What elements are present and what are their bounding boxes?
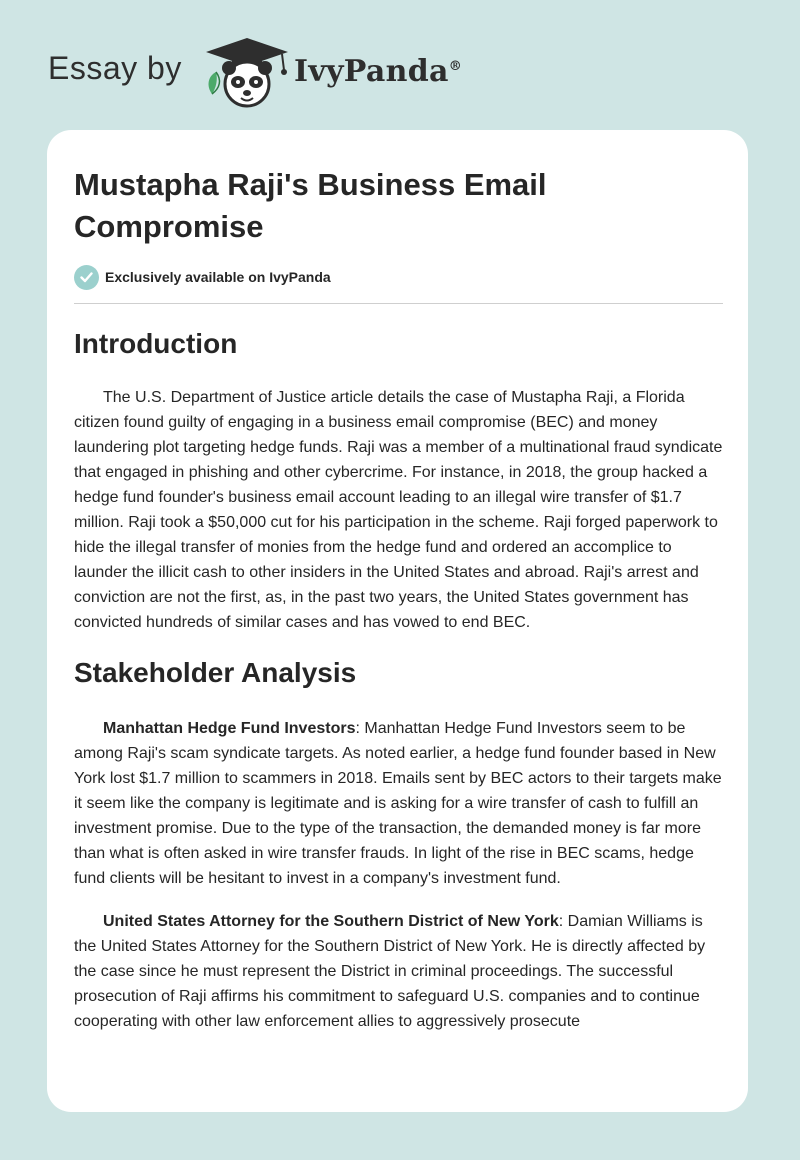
section-heading-introduction: Introduction xyxy=(74,328,238,359)
ivypanda-brand[interactable] xyxy=(294,54,462,89)
panda-logo-icon[interactable] xyxy=(202,36,292,110)
essay-card xyxy=(47,130,748,1112)
paragraph-text: The U.S. Department of Justice article details the case of Mustapha Raji, a Florida citizen found guilty of engaging in a business email compromise (BEC) and money laundering plot targeting hedge funds. Raji was a member of a multinational fraud syndicate that engaged in phishing and other cybercrime. For instance, in 2018, the group hacked a hedge fund founder's business email account leading to an illegal wire transfer of $1.7 million. Raji took a $50,000 cut for his participation in the scheme. Raji forged paperwork to hide the illegal transfer of monies from the hedge fund and ordered an accomplice to launder the illicit cash to other insiders in the United States and abroad. Raji's arrest and conviction are not the first, as, in the past two years, the United States government has convicted hundreds of similar cases and has vowed to end BEC. xyxy=(74,389,723,631)
essay-body xyxy=(74,324,724,1034)
exclusive-badge xyxy=(74,264,331,290)
paragraph-hedge-fund-investors xyxy=(74,716,724,891)
site-header xyxy=(0,0,800,130)
exclusive-label: Exclusively available on IvyPanda xyxy=(105,269,331,285)
paragraph-lead-bold: Manhattan Hedge Fund Investors xyxy=(103,720,356,737)
section-heading-stakeholder-analysis: Stakeholder Analysis xyxy=(74,657,357,688)
essay-title: Mustapha Raji's Business Email Compromise xyxy=(74,167,547,244)
paragraph-text: : Manhattan Hedge Fund Investors seem to be among Raji's scam syndicate targets. As noted earlier, a hedge fund founder based in New York lost $1.7 million to scammers in 2018. Emails sent by BEC actors to their targets make it seem like the company is legitimate and is asking for a wire transfer of cash to fulfill an investment promise. Due to the type of the transaction, the demanded money is far more than what is often asked in wire transfer frauds. In light of the rise in BEC scams, hedge fund clients will be hesitant to invest in a company's investment fund. xyxy=(74,720,722,887)
paragraph-introduction xyxy=(74,385,724,635)
paragraph-us-attorney xyxy=(74,909,724,1034)
paragraph-lead-bold: United States Attorney for the Southern District of New York xyxy=(103,913,559,930)
registered-mark: ® xyxy=(448,59,463,74)
paragraph-text: : Damian Williams is the United States Attorney for the Southern District of New York. He is directly affected by the case since he must represent the District in criminal proceedings. The successful prosecution of Raji affirms his commitment to safeguard U.S. companies and to continue cooperating with other law enforcement allies to aggressively prosecute xyxy=(74,913,706,1030)
essay-by-label: Essay by xyxy=(48,50,182,86)
brand-name: IvyPanda xyxy=(294,54,449,89)
divider xyxy=(74,303,723,304)
check-icon xyxy=(74,265,99,290)
